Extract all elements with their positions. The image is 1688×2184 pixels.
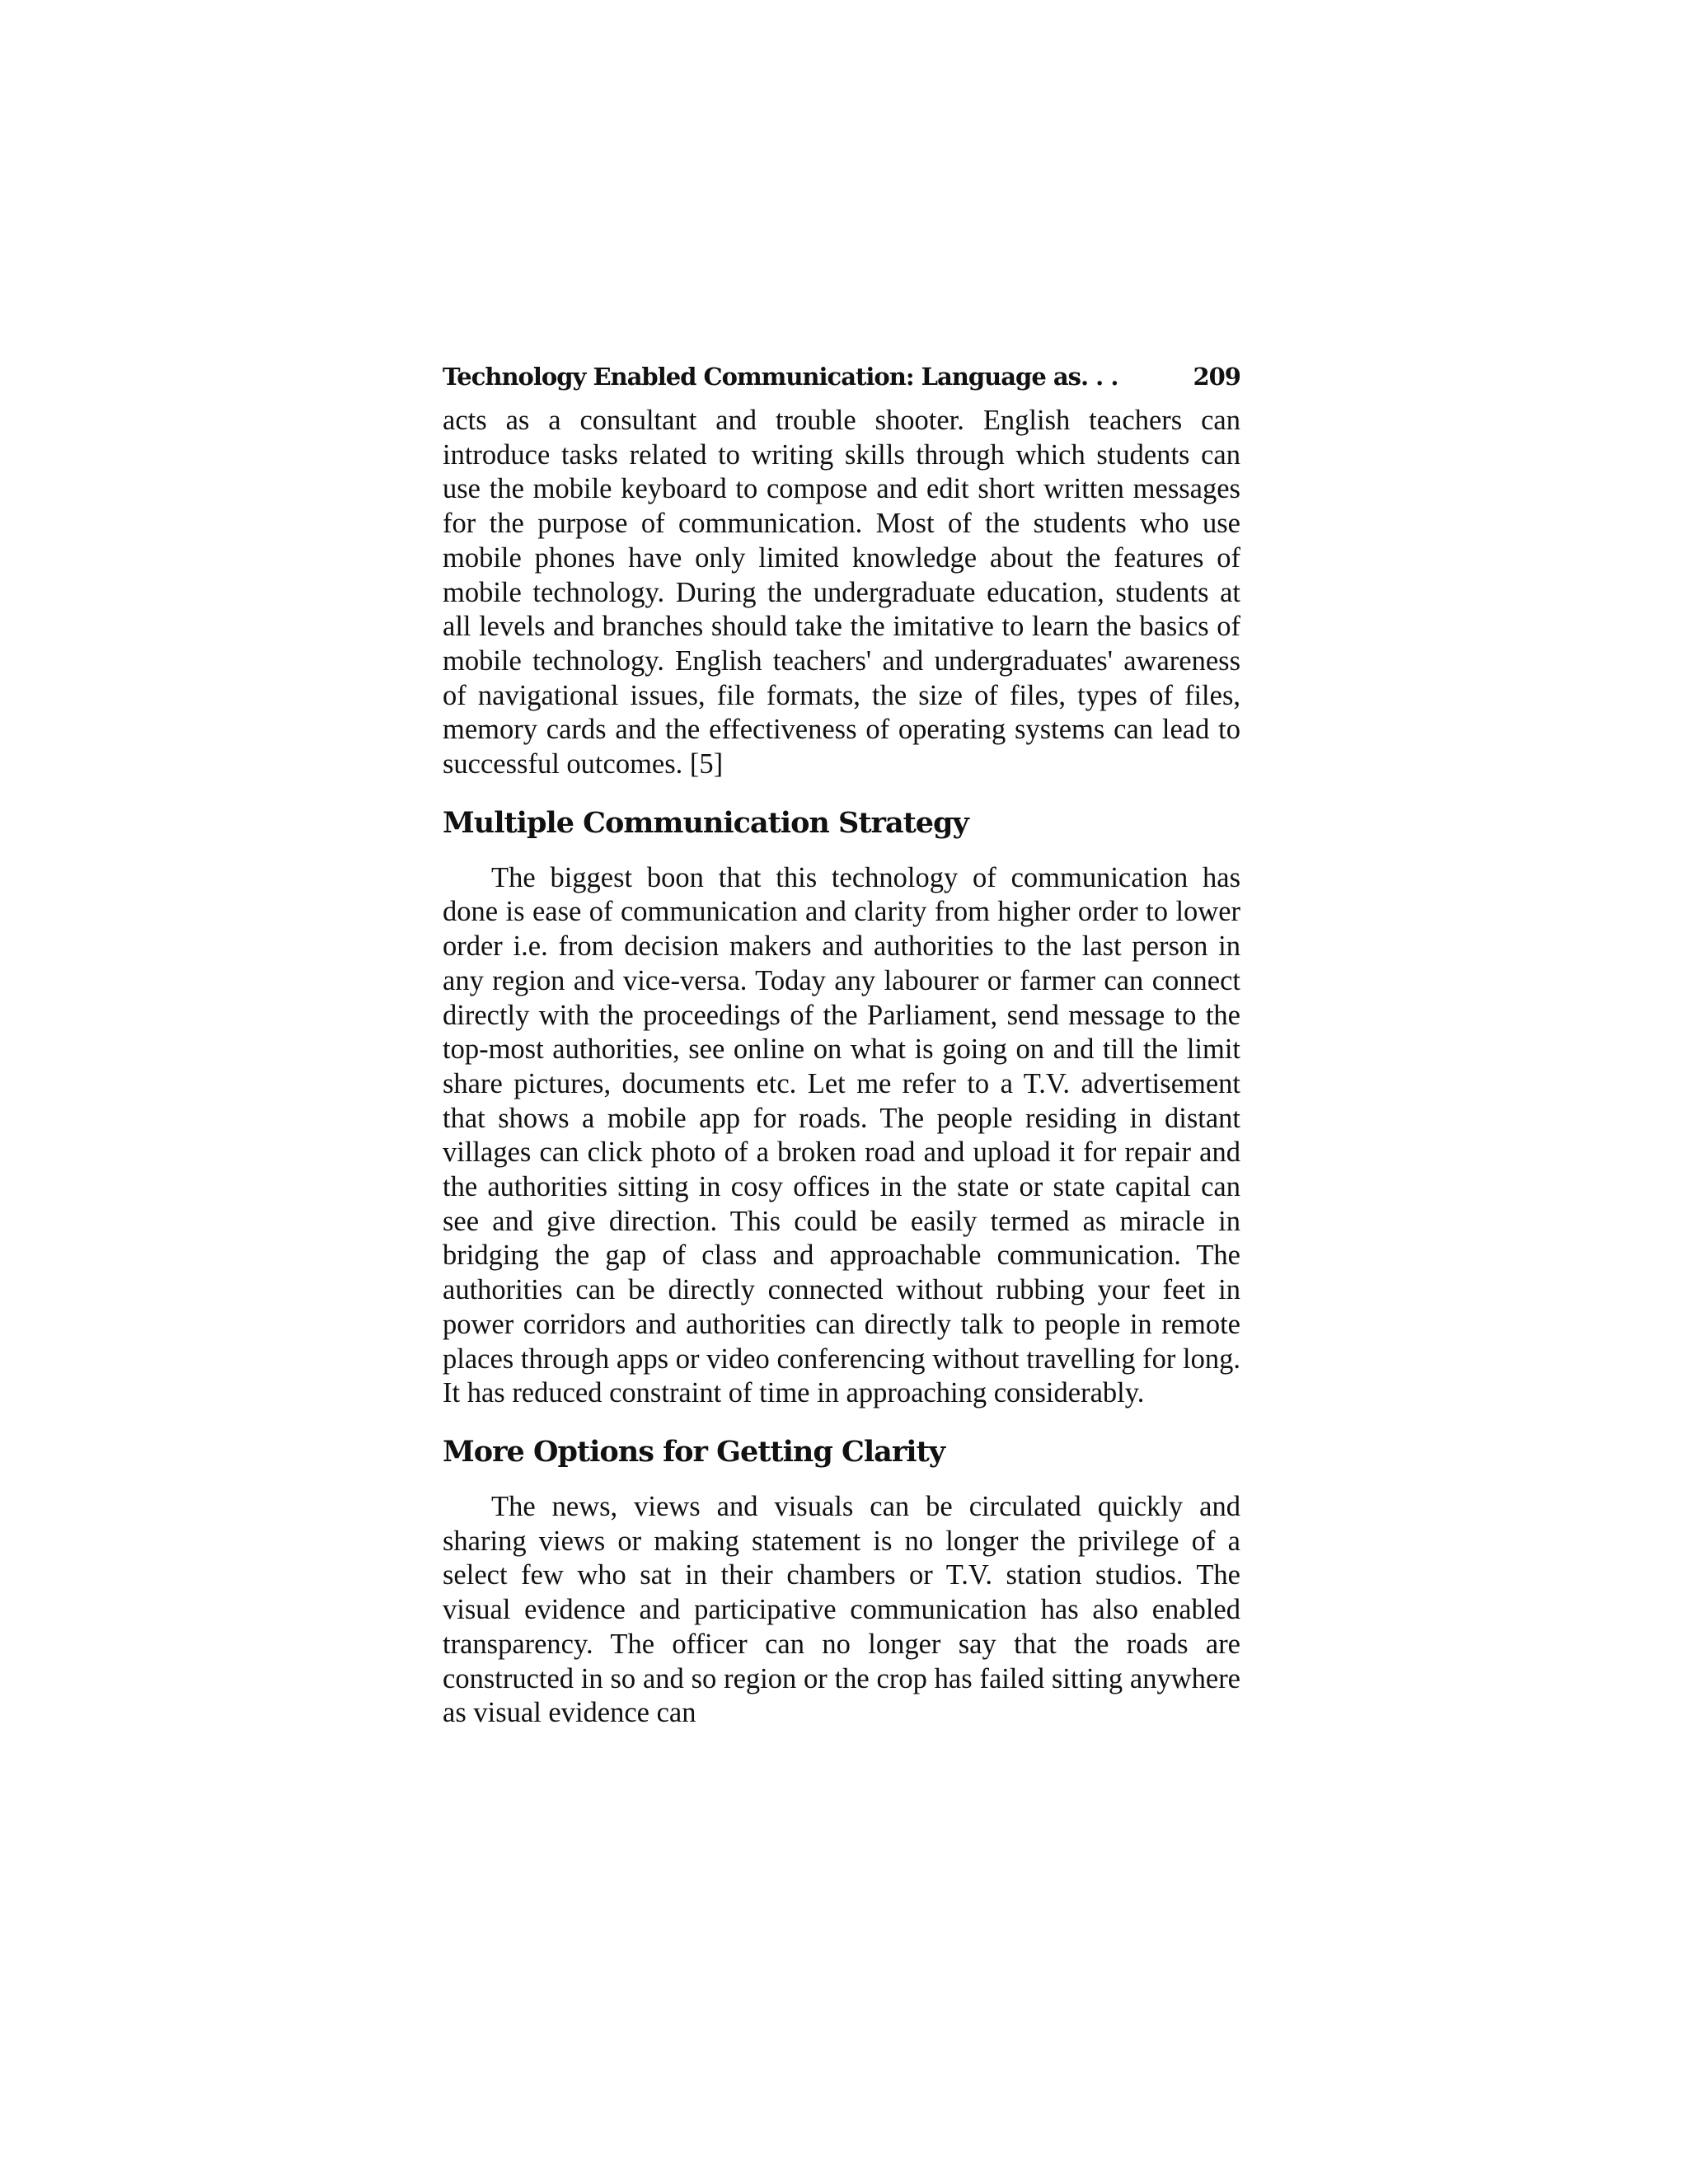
section-heading-strategy: Multiple Communication Strategy: [443, 805, 968, 840]
running-title: Technology Enabled Communication: Language as. . .: [443, 363, 1118, 391]
paragraph-clarity: The news, views and visuals can be circulated quickly and sharing views or making statement is no longer the privilege of a select few who sat in their chambers or T.V. station studios. The visual evidence and participative communication has also enabled transparency. The officer can no longer say that the roads are constructed in so and so region or the crop has failed sitting anywhere as visual evidence can: [443, 1490, 1240, 1729]
running-header: [443, 359, 1240, 394]
paragraph-intro: acts as a consultant and trouble shooter. English teachers can introduce tasks related to writing skills through which students can use the mobile keyboard to compose and edit short written messages for the purpose of communication. Most of the students who use mobile phones have only limited knowledge about the features of mobile technology. During the undergraduate education, students at all levels and branches should take the imitative to learn the basics of mobile technology. English teachers' and undergraduates' awareness of navigational issues, file formats, the size of files, types of files, memory cards and the effectiveness of operating systems can lead to successful outcomes. [5]: [443, 405, 1240, 780]
book-page: [443, 359, 1240, 1731]
paragraph-strategy: The biggest boon that this technology of communication has done is ease of communication and clarity from higher order to lower order i.e. from decision makers and authorities to the last person in any region and vice-versa. Today any labourer or farmer can connect directly with the proceedings of the Parliament, send message to the top-most authorities, see online on what is going on and till the limit share pictures, documents etc. Let me refer to a T.V. advertisement that shows a mobile app for roads. The people residing in distant villages can click photo of a broken road and upload it for repair and the authorities sitting in cosy offices in the state or state capital can see and give direction. This could be easily termed as miracle in bridging the gap of class and approachable communication. The authorities can be directly connected without rubbing your feet in power corridors and authorities can directly talk to people in remote places through apps or video conferencing without travelling for long. It has reduced constraint of time in approaching considerably.: [443, 861, 1240, 1409]
page-number: 209: [1193, 363, 1240, 391]
section-heading-clarity: More Options for Getting Clarity: [443, 1434, 945, 1469]
